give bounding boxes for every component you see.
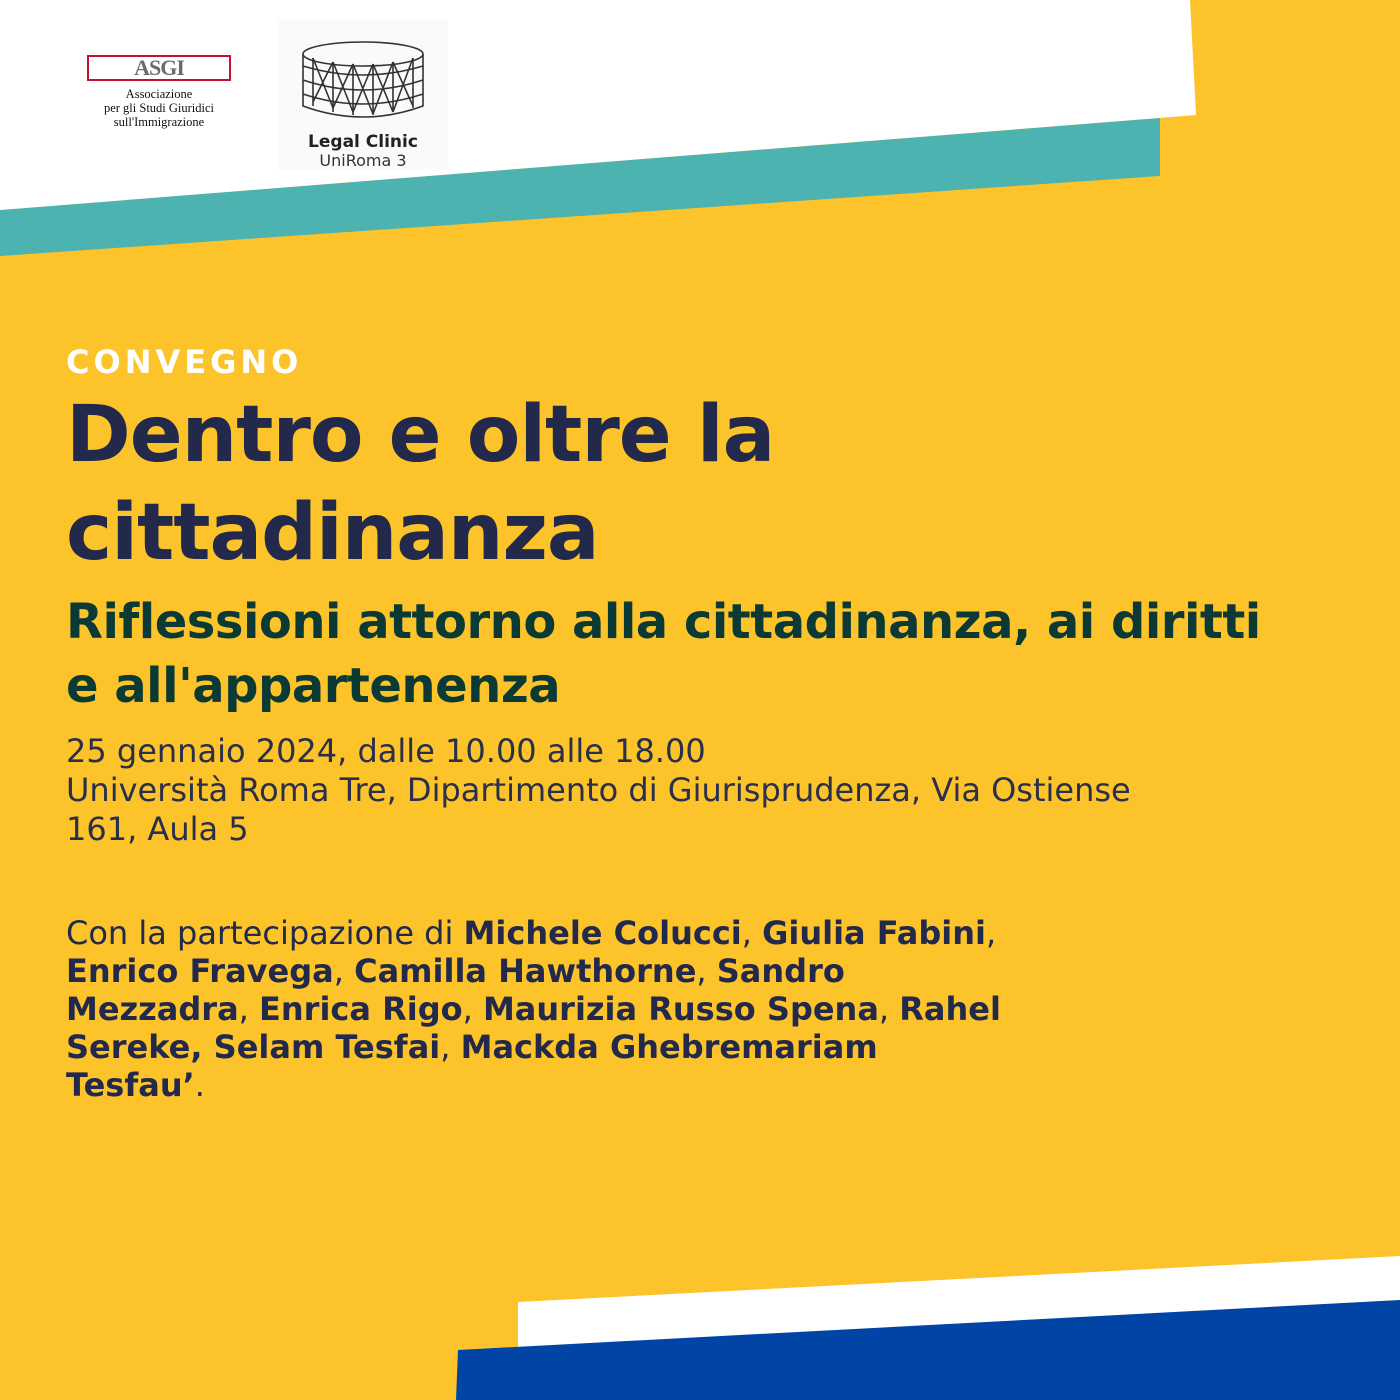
event-venue: Università Roma Tre, Dipartimento di Giurisprudenza, Via Ostiense 161, Aula 5 bbox=[66, 771, 1131, 848]
separator: , bbox=[696, 952, 717, 990]
participant-name: Enrico Fravega bbox=[66, 952, 334, 990]
separator: , bbox=[440, 1028, 461, 1066]
logo-bar bbox=[0, 0, 1400, 200]
event-details bbox=[66, 338, 1306, 849]
separator: , bbox=[333, 952, 355, 990]
participants-ending: . bbox=[194, 1066, 205, 1104]
participant-name: Maurizia Russo Spena bbox=[482, 990, 879, 1028]
separator: , bbox=[462, 990, 483, 1028]
separator: , bbox=[238, 990, 260, 1028]
separator: , bbox=[985, 914, 997, 952]
event-subtitle: Riflessioni attorno alla cittadinanza, ai diritti e all'appartenenza bbox=[66, 594, 1261, 714]
asgi-line: Associazione bbox=[125, 87, 193, 101]
participants bbox=[66, 914, 1026, 1104]
participants-intro: Con la partecipazione di bbox=[66, 914, 464, 952]
asgi-mark: ASGI bbox=[87, 55, 231, 81]
participant-name: Sandro Mezzadra bbox=[66, 952, 845, 1028]
separator: , bbox=[878, 990, 900, 1028]
participant-name: Giulia Fabini bbox=[762, 914, 986, 952]
legal-clinic-logo bbox=[278, 20, 448, 170]
event-title: Dentro e oltre la cittadinanza bbox=[66, 390, 775, 578]
participant-name: Camilla Hawthorne bbox=[354, 952, 697, 990]
event-kicker: CONVEGNO bbox=[66, 343, 303, 381]
participant-name: Enrica Rigo bbox=[259, 990, 463, 1028]
asgi-logo bbox=[84, 55, 234, 129]
asgi-full-name bbox=[84, 87, 234, 129]
event-date: 25 gennaio 2024, dalle 10.00 alle 18.00 bbox=[66, 732, 706, 770]
participant-name: Rahel Sereke, Selam Tesfai bbox=[66, 990, 1001, 1066]
event-info bbox=[66, 732, 1206, 849]
colosseum-icon bbox=[298, 36, 428, 126]
clinic-subtitle: UniRoma 3 bbox=[319, 151, 407, 170]
asgi-line: per gli Studi Giuridici bbox=[103, 101, 215, 115]
separator: , bbox=[741, 914, 763, 952]
participant-name: Mackda Ghebremariam Tesfau’ bbox=[66, 1028, 878, 1104]
participant-name: Michele Colucci bbox=[463, 914, 742, 952]
asgi-line: sull'Immigrazione bbox=[113, 115, 205, 129]
clinic-name: Legal Clinic bbox=[308, 132, 418, 152]
